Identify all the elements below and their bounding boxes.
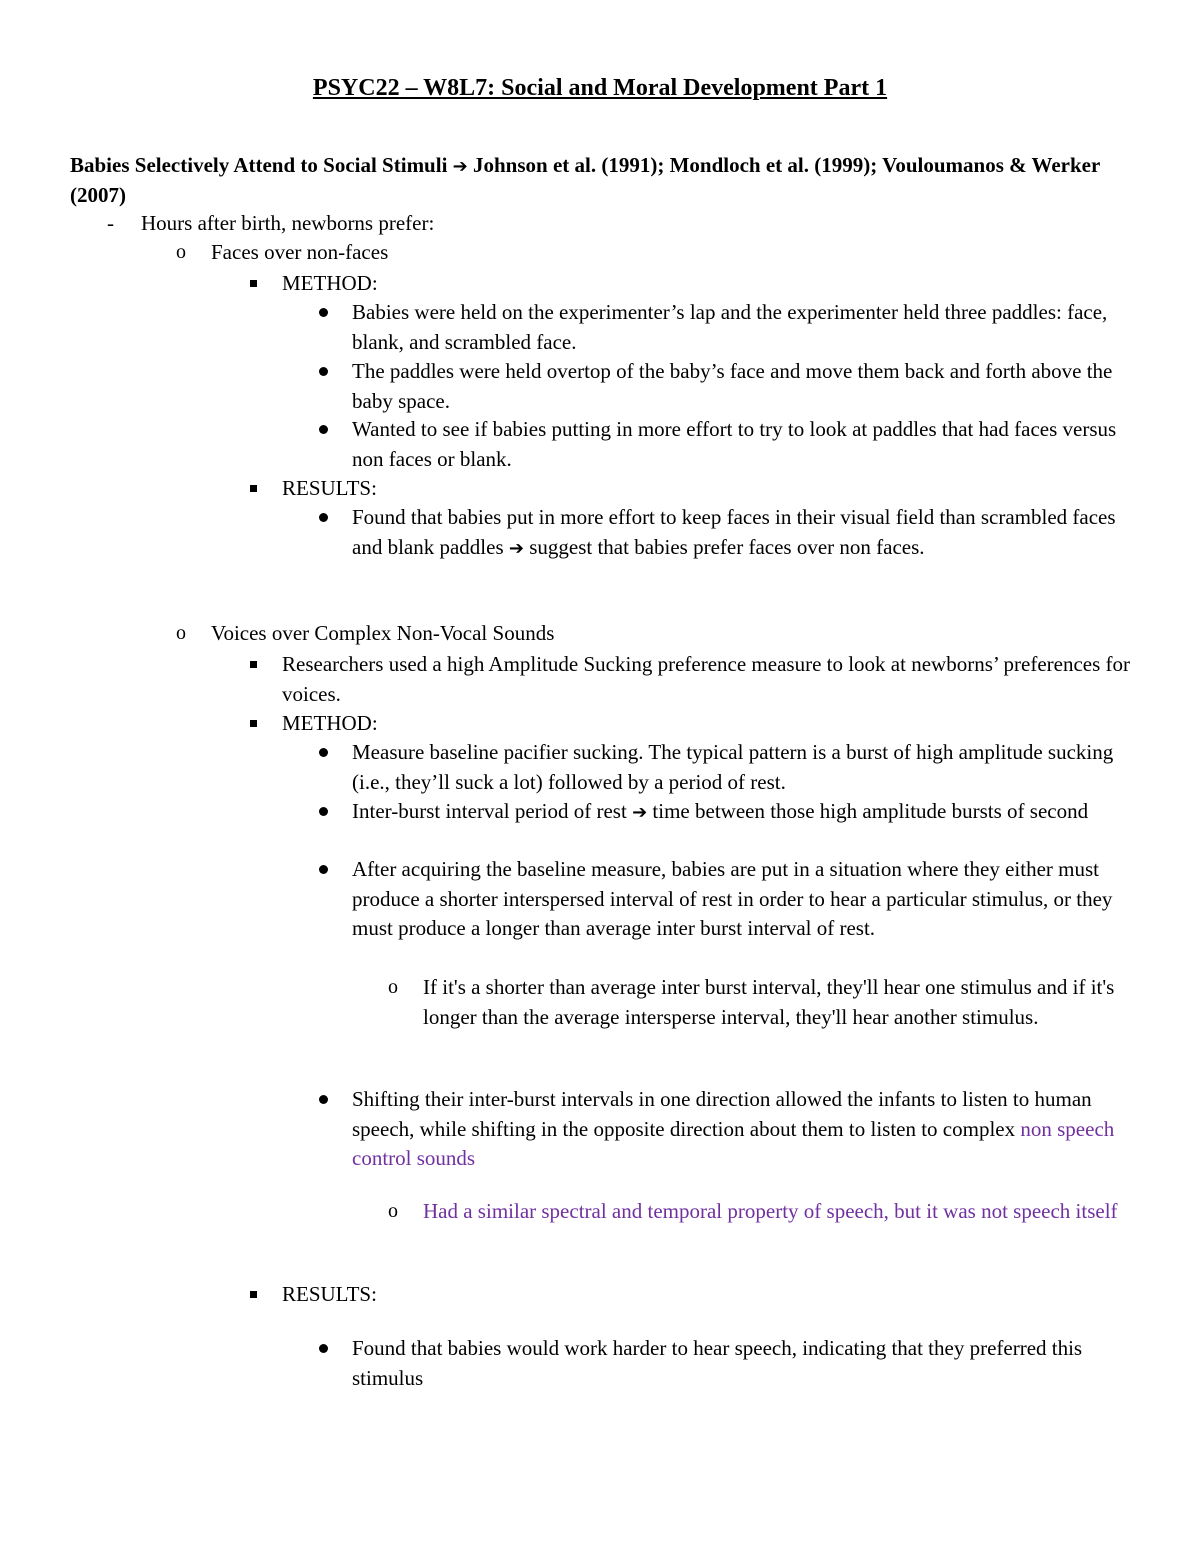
list-item-voices-r1: Found that babies would work harder to hear speech, indicating that they preferred this stimulus — [352, 1334, 1132, 1393]
dot-bullet-icon — [319, 807, 328, 816]
page-title: PSYC22 – W8L7: Social and Moral Development Part 1 — [312, 75, 888, 101]
arrow-icon: ➔ — [508, 537, 524, 559]
dot-bullet-icon — [319, 367, 328, 376]
dot-bullet-icon — [319, 425, 328, 434]
list-item-faces-method: METHOD: — [282, 269, 1132, 299]
dot-bullet-icon — [319, 308, 328, 317]
annotation-text: non speech control sounds — [352, 1116, 1115, 1170]
arrow-icon: ➔ — [452, 156, 468, 177]
square-bullet-icon — [250, 720, 257, 727]
list-item-faces-m1: Babies were held on the experimenter’s lap and the experimenter held three paddles: face, blank, and scrambled face. — [352, 298, 1132, 357]
list-item-faces-results: RESULTS: — [282, 474, 1132, 504]
dash-bullet-icon: - — [107, 211, 114, 235]
list-item-faces-r1: Found that babies put in more effort to keep faces in their visual field than scrambled faces and blank paddles ➔ suggest that babies prefer faces over non faces. — [352, 503, 1122, 563]
heading-prefix: Babies Selectively Attend to Social Stimuli — [70, 153, 448, 177]
dot-bullet-icon — [319, 1095, 328, 1104]
list-item-voices-m2: Inter-burst interval period of rest ➔ time between those high amplitude bursts of second — [352, 797, 1132, 828]
list-item-voices-m1: Measure baseline pacifier sucking. The typical pattern is a burst of high amplitude sucking (i.e., they’ll suck a lot) followed by a period of rest. — [352, 738, 1142, 797]
heading-citations: Johnson et al. (1991); Mondloch et al. (1999); Vouloumanos & Werker (2007) — [70, 153, 1100, 207]
circle-bullet-icon: o — [176, 241, 186, 263]
dot-bullet-icon — [319, 1344, 328, 1353]
list-item-voices-m3-sub: o If it's a shorter than average inter burst interval, they'll hear one stimulus and if it's longer than the average intersperse interval, they'll hear another stimulus. — [388, 975, 1115, 1029]
section-heading — [70, 151, 1135, 210]
square-bullet-icon — [250, 280, 257, 287]
list-item-voices-intro: Researchers used a high Amplitude Sucking preference measure to look at newborns’ preferences for voices. — [282, 650, 1132, 709]
list-item-voices: o Voices over Complex Non-Vocal Sounds — [211, 619, 1131, 649]
list-item-voices-m3: After acquiring the baseline measure, babies are put in a situation where they either must produce a shorter interspersed interval of rest in order to hear a particular stimulus, or they must produce a longer than average inter burst interval of rest. — [352, 855, 1142, 944]
circle-bullet-icon: o — [388, 1200, 398, 1222]
dot-bullet-icon — [319, 513, 328, 522]
circle-bullet-icon: o — [176, 622, 186, 644]
dot-bullet-icon — [319, 748, 328, 757]
list-item-voices-method: METHOD: — [282, 709, 1132, 739]
list-item-voices-m4-sub: o Had a similar spectral and temporal property of speech, but it was not speech itself — [423, 1197, 1123, 1227]
dot-bullet-icon — [319, 865, 328, 874]
list-item-voices-m4: Shifting their inter-burst intervals in one direction allowed the infants to listen to human speech, while shifting in the opposite direction about them to listen to complex non speech control sounds — [352, 1085, 1132, 1174]
list-item-voices-results: RESULTS: — [282, 1280, 1132, 1310]
square-bullet-icon — [250, 485, 257, 492]
list-item-faces-m2: The paddles were held overtop of the baby’s face and move them back and forth above the baby space. — [352, 357, 1132, 416]
square-bullet-icon — [250, 661, 257, 668]
list-item-faces-m3: Wanted to see if babies putting in more effort to try to look at paddles that had faces versus non faces or blank. — [352, 415, 1132, 474]
arrow-icon: ➔ — [632, 802, 648, 823]
circle-bullet-icon: o — [388, 976, 398, 998]
list-item-faces: o Faces over non-faces — [211, 238, 1131, 268]
square-bullet-icon — [250, 1291, 257, 1298]
list-item-hours: - Hours after birth, newborns prefer: — [141, 209, 1141, 239]
